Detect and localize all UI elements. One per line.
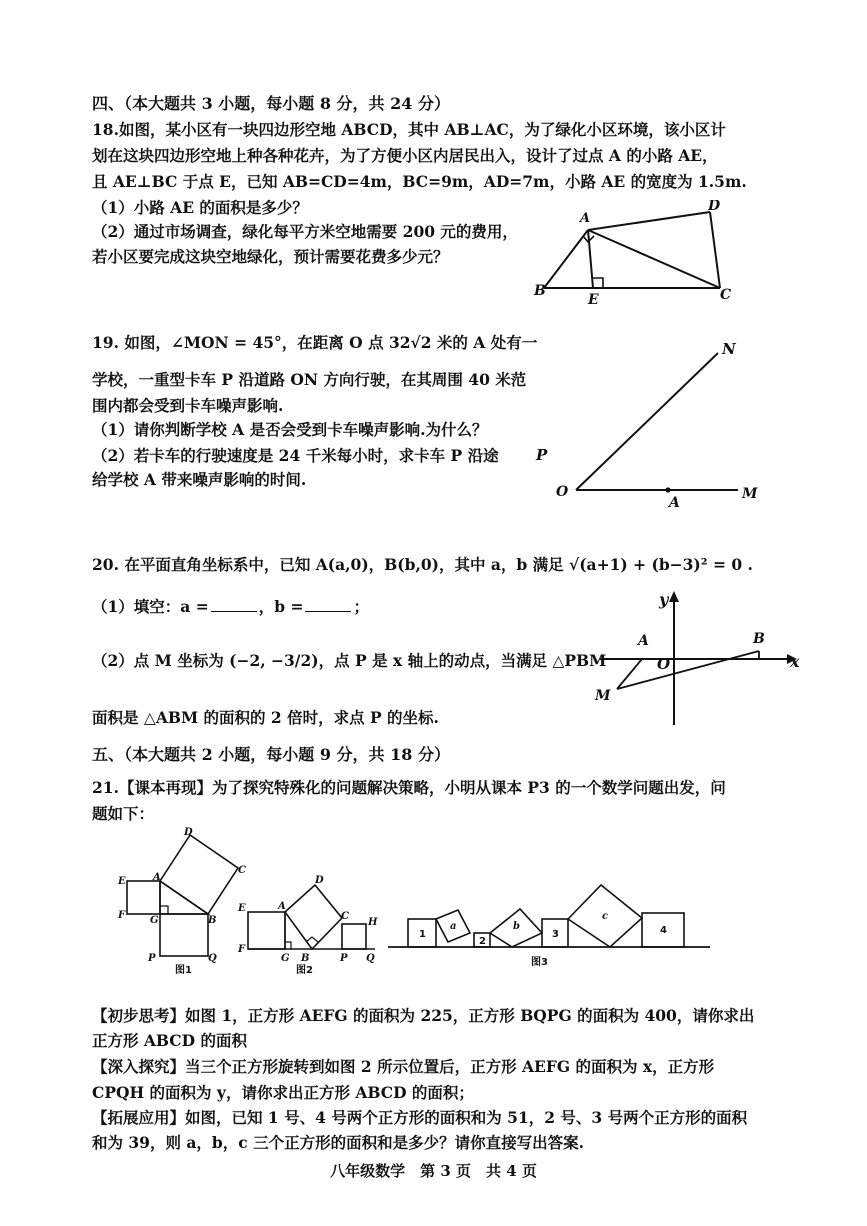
fig1-caption: 图1 — [175, 965, 192, 975]
q18-line-3: 且 AE⊥BC 于点 E，已知 AB=CD=4m，BC=9m，AD=7m，小路 AE 的宽度为 1.5m. — [92, 172, 747, 191]
page-footer: 八年级数学 第 3 页 共 4 页 — [330, 1162, 537, 1180]
q21-line-4: 正方形 ABCD 的面积 — [92, 1031, 247, 1050]
q20-label-b: B — [753, 631, 765, 647]
q19-line-3: 围内都会受到卡车噪声影响. — [92, 396, 284, 415]
q20-part-1 — [92, 597, 369, 617]
fig1-label-d: D — [184, 827, 193, 838]
fig3-square-4: 4 — [660, 925, 667, 936]
q20-line-1: 20. 在平面直角坐标系中，已知 A(a,0)，B(b,0)，其中 a，b 满足 √(a+1) + (b−3)² = 0 . — [92, 555, 753, 574]
q21-line-6: CPQH 的面积为 y，请你求出正方形 ABCD 的面积； — [92, 1083, 474, 1102]
fig3-square-a: a — [450, 921, 457, 932]
q18-part-2: （2）通过市场调查，绿化每平方米空地需要 200 元的费用， — [92, 222, 518, 241]
q20-part-2-cont: 面积是 △ABM 的面积的 2 倍时，求点 P 的坐标. — [92, 708, 439, 727]
q18-label-e: E — [588, 292, 599, 308]
fig3-square-2: 2 — [479, 936, 486, 947]
fig1-label-b: B — [208, 915, 217, 926]
q19-label-p: P — [536, 446, 548, 464]
q19-label-n: N — [722, 340, 736, 358]
fig2-label-f: F — [238, 944, 246, 955]
q18-part-1: （1）小路 AE 的面积是多少？ — [92, 198, 308, 217]
q21-line-1: 21.【课本再现】为了探究特殊化的问题解决策略，小明从课本 P3 的一个数学问题出发，问 — [92, 778, 726, 797]
q20-blank-b[interactable] — [305, 597, 351, 612]
q18-label-d: D — [708, 200, 721, 214]
fig2-label-h: H — [368, 917, 378, 928]
q21-line-8: 和为 39，则 a，b，c 三个正方形的面积和是多少？请你直接写出答案. — [92, 1133, 584, 1152]
q21-figure-3 — [388, 885, 710, 968]
section-5-title: 五、（本大题共 2 小题，每小题 9 分，共 18 分） — [92, 745, 450, 764]
section-4-title: 四、（本大题共 3 小题，每小题 8 分，共 24 分） — [92, 94, 450, 113]
q19-label-a: A — [669, 495, 680, 511]
q21-line-7: 【拓展应用】如图，已知 1 号、4 号两个正方形的面积和为 51，2 号、3 号两个正方形的面积 — [92, 1108, 748, 1127]
fig1-label-p: P — [148, 953, 156, 964]
fig3-square-1: 1 — [419, 929, 426, 940]
q19-line-1: 19. 如图，∠MON = 45°，在距离 O 点 32√2 米的 A 处有一 — [92, 333, 538, 352]
q18-line-1: 18.如图，某小区有一块四边形空地 ABCD，其中 AB⊥AC，为了绿化小区环境，该小区计 — [92, 120, 726, 139]
fig3-square-b: b — [513, 921, 520, 932]
q18-line-2: 划在这块四边形空地上种各种花卉，为了方便小区内居民出入，设计了过点 A 的小路 AE， — [92, 146, 718, 165]
fig1-label-e: E — [118, 876, 126, 887]
q19-part-2-cont: 给学校 A 带来噪声影响的时间. — [92, 470, 307, 489]
fig3-square-3: 3 — [552, 929, 559, 940]
fig2-label-a: A — [278, 901, 286, 912]
q19-line-2: 学校，一重型卡车 P 沿道路 ON 方向行驶，在其周围 40 米范 — [92, 370, 527, 389]
q21-line-2: 题如下： — [92, 804, 155, 823]
q18-quadrilateral-figure — [530, 200, 740, 310]
q20-coordinate-figure — [585, 585, 815, 730]
fig1-label-g: G — [150, 915, 159, 926]
fig2-label-g: G — [281, 953, 290, 964]
q18-label-c: C — [720, 287, 732, 303]
q20-fill-end: ； — [353, 597, 369, 616]
q20-fill-a-label: （1）填空：a = — [92, 597, 209, 616]
fig2-caption: 图2 — [296, 965, 313, 975]
fig2-label-c: C — [341, 911, 349, 922]
q20-fill-b-label: ，b = — [258, 597, 304, 616]
q21-figure-2 — [237, 875, 378, 975]
fig1-label-f: F — [118, 910, 126, 921]
fig2-label-b: B — [301, 953, 310, 964]
q20-blank-a[interactable] — [211, 597, 257, 612]
q19-label-o: O — [556, 484, 569, 500]
q20-label-o: O — [657, 655, 671, 673]
fig2-label-e: E — [238, 903, 246, 914]
q18-label-b: B — [534, 283, 546, 299]
q20-label-a: A — [638, 633, 649, 649]
fig3-caption: 图3 — [531, 957, 548, 968]
q20-part-2: （2）点 M 坐标为 (−2, −3/2)，点 P 是 x 轴上的动点，当满足 △PBM — [92, 651, 607, 670]
q19-part-1: （1）请你判断学校 A 是否会受到卡车噪声影响.为什么？ — [92, 420, 488, 439]
q19-angle-figure — [530, 335, 770, 515]
fig1-label-c: C — [238, 865, 246, 876]
q20-label-m: M — [595, 688, 611, 704]
fig1-label-q: Q — [208, 953, 217, 964]
q18-label-a: A — [580, 211, 591, 226]
fig3-square-c: c — [602, 911, 609, 922]
q21-figures — [110, 825, 720, 975]
q21-figure-1 — [117, 827, 246, 975]
fig2-label-q: Q — [366, 953, 375, 964]
q20-label-y: y — [659, 590, 669, 609]
q19-part-2: （2）若卡车的行驶速度是 24 千米每小时，求卡车 P 沿途 — [92, 446, 499, 465]
fig2-label-p: P — [340, 953, 348, 964]
fig1-label-a: A — [153, 872, 161, 883]
q20-label-x: x — [790, 652, 800, 671]
fig2-label-d: D — [315, 875, 324, 886]
q18-part-2-cont: 若小区要完成这块空地绿化，预计需要花费多少元？ — [92, 247, 449, 266]
q21-line-3: 【初步思考】如图 1，正方形 AEFG 的面积为 225，正方形 BQPG 的面积为 400，请你求出 — [92, 1006, 755, 1025]
q19-label-m: M — [742, 486, 758, 502]
q21-line-5: 【深入探究】当三个正方形旋转到如图 2 所示位置后，正方形 AEFG 的面积为 x，正方形 — [92, 1057, 715, 1076]
